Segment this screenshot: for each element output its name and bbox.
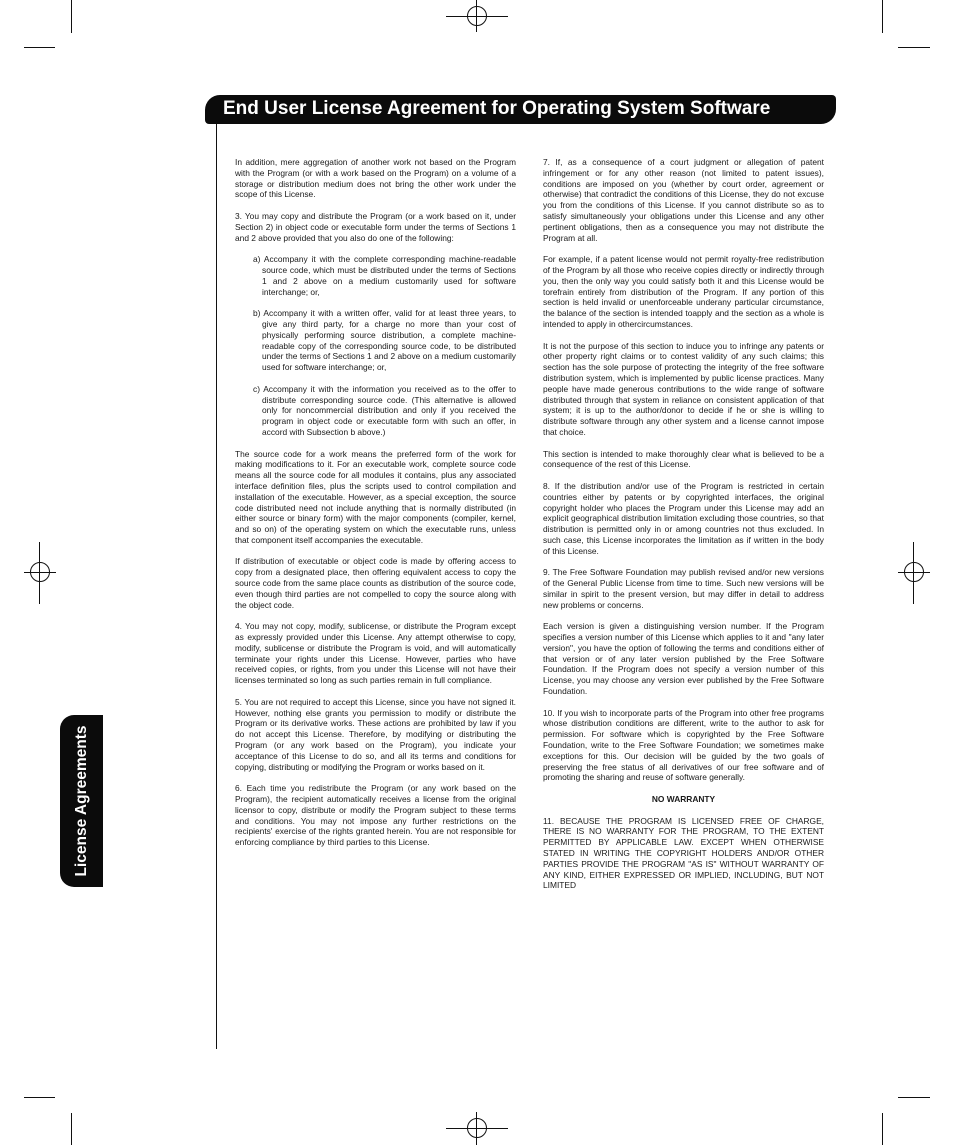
list-item: c) Accompany it with the information you received as to the offer to distribute corresponding source code. (This alternative is allowed only for noncommercial distribution and only if you received the program in object code or executable form with such an offer, in accord with Subsection b above.) (253, 383, 516, 437)
section-heading: NO WARRANTY (651, 794, 716, 805)
crop-mark-bottom-right-h (898, 1097, 930, 1098)
paragraph: 9. The Free Software Foundation may publish revised and/or new versions of the General Public License from time to time. Such new versions will be similar in spirit to the present version, but may differ in detail to address new problems or concerns. (543, 567, 824, 610)
registration-top-circle (467, 6, 487, 26)
crop-mark-top-right-h (898, 47, 930, 48)
vertical-rule (216, 124, 217, 1049)
paragraph: 3. You may copy and distribute the Program (or a work based on it, under Section 2) in object code or executable form under the terms of Sections 1 and 2 above provided that you also do one of the following: (235, 210, 516, 243)
paragraph: Each version is given a distinguishing version number. If the Program specifies a version number of this License which applies to it and "any later version", you have the option of following the terms and conditions either of that version or of any later version published by the Free Software Foundation. If the Program does not specify a version number of this License, you may choose any version ever published by the Free Software Foundation. (543, 621, 824, 697)
side-tab-label: License Agreements (73, 725, 90, 877)
crop-mark-top-left-h (24, 47, 55, 48)
paragraph: 7. If, as a consequence of a court judgment or allegation of patent infringement or for any other reason (not limited to patent issues), conditions are imposed on you (whether by court order, agreement or otherwise) that contradict the conditions of this License, they do not excuse you from the conditions of this License. If you cannot distribute so as to satisfy simultaneously your obligations under this License and any other pertinent obligations, then as a consequence you may not distribute the Program at all. (543, 157, 824, 243)
crop-mark-top-left-v (71, 0, 72, 33)
list-item: a) Accompany it with the complete corresponding machine-readable source code, which must be distributed under the terms of Sections 1 and 2 above on a medium customarily used for software interchange; or, (253, 254, 516, 297)
crop-mark-bottom-left-h (24, 1097, 55, 1098)
paragraph: For example, if a patent license would not permit royalty-free redistribution of the Program by all those who receive copies directly or indirectly through you, then the only way you could satisfy both it and this License would be torefrain entirely from distribution of the Program. If any portion of this section is held invalid or unenforceable underany particular circumstance, the balance of the section is intended toapply and the section as a whole is intended to apply in othercircumstances. (543, 254, 824, 329)
registration-right-circle (904, 562, 924, 582)
crop-mark-bottom-right-v (882, 1113, 883, 1145)
paragraph: In addition, mere aggregation of another work not based on the Program with the Program (or with a work based on the Program) on a volume of a storage or distribution medium does not bring the other work under the scope of this License. (235, 157, 516, 200)
crop-mark-top-right-v (882, 0, 883, 33)
paragraph: It is not the purpose of this section to induce you to infringe any patents or other property right claims or to contest validity of any such claims; this section has the sole purpose of protecting the integrity of the free software distribution system, which is implemented by public license practices. Many people have made generous contributions to the wide range of software distributed through that system in reliance on consistent application of that system; it is up to the author/donor to decide if he or she is willing to distribute software through any other system and a license cannot impose that choice. (543, 340, 824, 437)
right-column (543, 157, 824, 902)
left-column (235, 157, 516, 859)
paragraph: The source code for a work means the preferred form of the work for making modifications to it. For an executable work, complete source code means all the source code for all modules it contains, plus any associated interface definition files, plus the scripts used to control compilation and installation of the executable. However, as a special exception, the source code distributed need not include anything that is normally distributed (in either source or binary form) with the major components (compiler, kernel, and so on) of the operating system on which the executable runs, unless that component itself accompanies the executable. (235, 448, 516, 545)
paragraph: 11. BECAUSE THE PROGRAM IS LICENSED FREE OF CHARGE, THERE IS NO WARRANTY FOR THE PROGRAM, TO THE EXTENT PERMITTED BY APPLICABLE LAW. EXCEPT WHEN OTHERWISE STATED IN WRITING THE COPYRIGHT HOLDERS AND/OR OTHER PARTIES PROVIDE THE PROGRAM "AS IS" WITHOUT WARRANTY OF ANY KIND, EITHER EXPRESSED OR IMPLIED, INCLUDING, BUT NOT LIMITED (543, 815, 824, 891)
paragraph: 10. If you wish to incorporate parts of the Program into other free programs whose distribution conditions are different, write to the author to ask for permission. For software which is copyrighted by the Free Software Foundation, write to the Free Software Foundation; we sometimes make exceptions for this. Our decision will be guided by the two goals of preserving the free status of all derivatives of our free software and of promoting the sharing and reuse of software generally. (543, 707, 824, 783)
page-title: End User License Agreement for Operating System Software (223, 98, 771, 119)
crop-mark-bottom-left-v (71, 1113, 72, 1145)
paragraph: 4. You may not copy, modify, sublicense, or distribute the Program except as expressly provided under this License. Any attempt otherwise to copy, modify, sublicense or distribute the Program is void, and will automatically terminate your rights under this License. However, parties who have received copies, or rights, from you under this License will not have their licenses terminated so long as such parties remain in full compliance. (235, 621, 516, 686)
registration-left-circle (30, 562, 50, 582)
paragraph: 6. Each time you redistribute the Program (or any work based on the Program), the recipient automatically receives a license from the original licensor to copy, distribute or modify the Program subject to these terms and conditions. You may not impose any further restrictions on the recipients' exercise of the rights granted herein. You are not responsible for enforcing compliance by third parties to this License. (235, 783, 516, 848)
list-item: b) Accompany it with a written offer, valid for at least three years, to give any third party, for a charge no more than your cost of physically performing source distribution, a complete machine-readable copy of the corresponding source code, to be distributed under the terms of Sections 1 and 2 above on a medium customarily used for software interchange; or, (253, 308, 516, 373)
paragraph: If distribution of executable or object code is made by offering access to copy from a designated place, then offering equivalent access to copy the source code from the same place counts as distribution of the source code, even though third parties are not compelled to copy the source along with the object code. (235, 556, 516, 610)
paragraph: 5. You are not required to accept this License, since you have not signed it. However, nothing else grants you permission to modify or distribute the Program or its derivative works. These actions are prohibited by law if you do not accept this License. Therefore, by modifying or distributing the Program (or any work based on the Program), you indicate your acceptance of this License to do so, and all its terms and conditions for copying, distributing or modifying the Program or works based on it. (235, 696, 516, 772)
paragraph: 8. If the distribution and/or use of the Program is restricted in certain countries either by patents or by copyrighted interfaces, the original copyright holder who places the Program under this License may add an explicit geographical distribution limitation excluding those countries, so that distribution is permitted only in or among countries not thus excluded. In such case, this License incorporates the limitation as if written in the body of this License. (543, 480, 824, 556)
page-header (205, 95, 836, 124)
paragraph: This section is intended to make thoroughly clear what is believed to be a consequence of the rest of this License. (543, 448, 824, 470)
registration-bottom-circle (467, 1118, 487, 1138)
side-tab (60, 715, 103, 887)
